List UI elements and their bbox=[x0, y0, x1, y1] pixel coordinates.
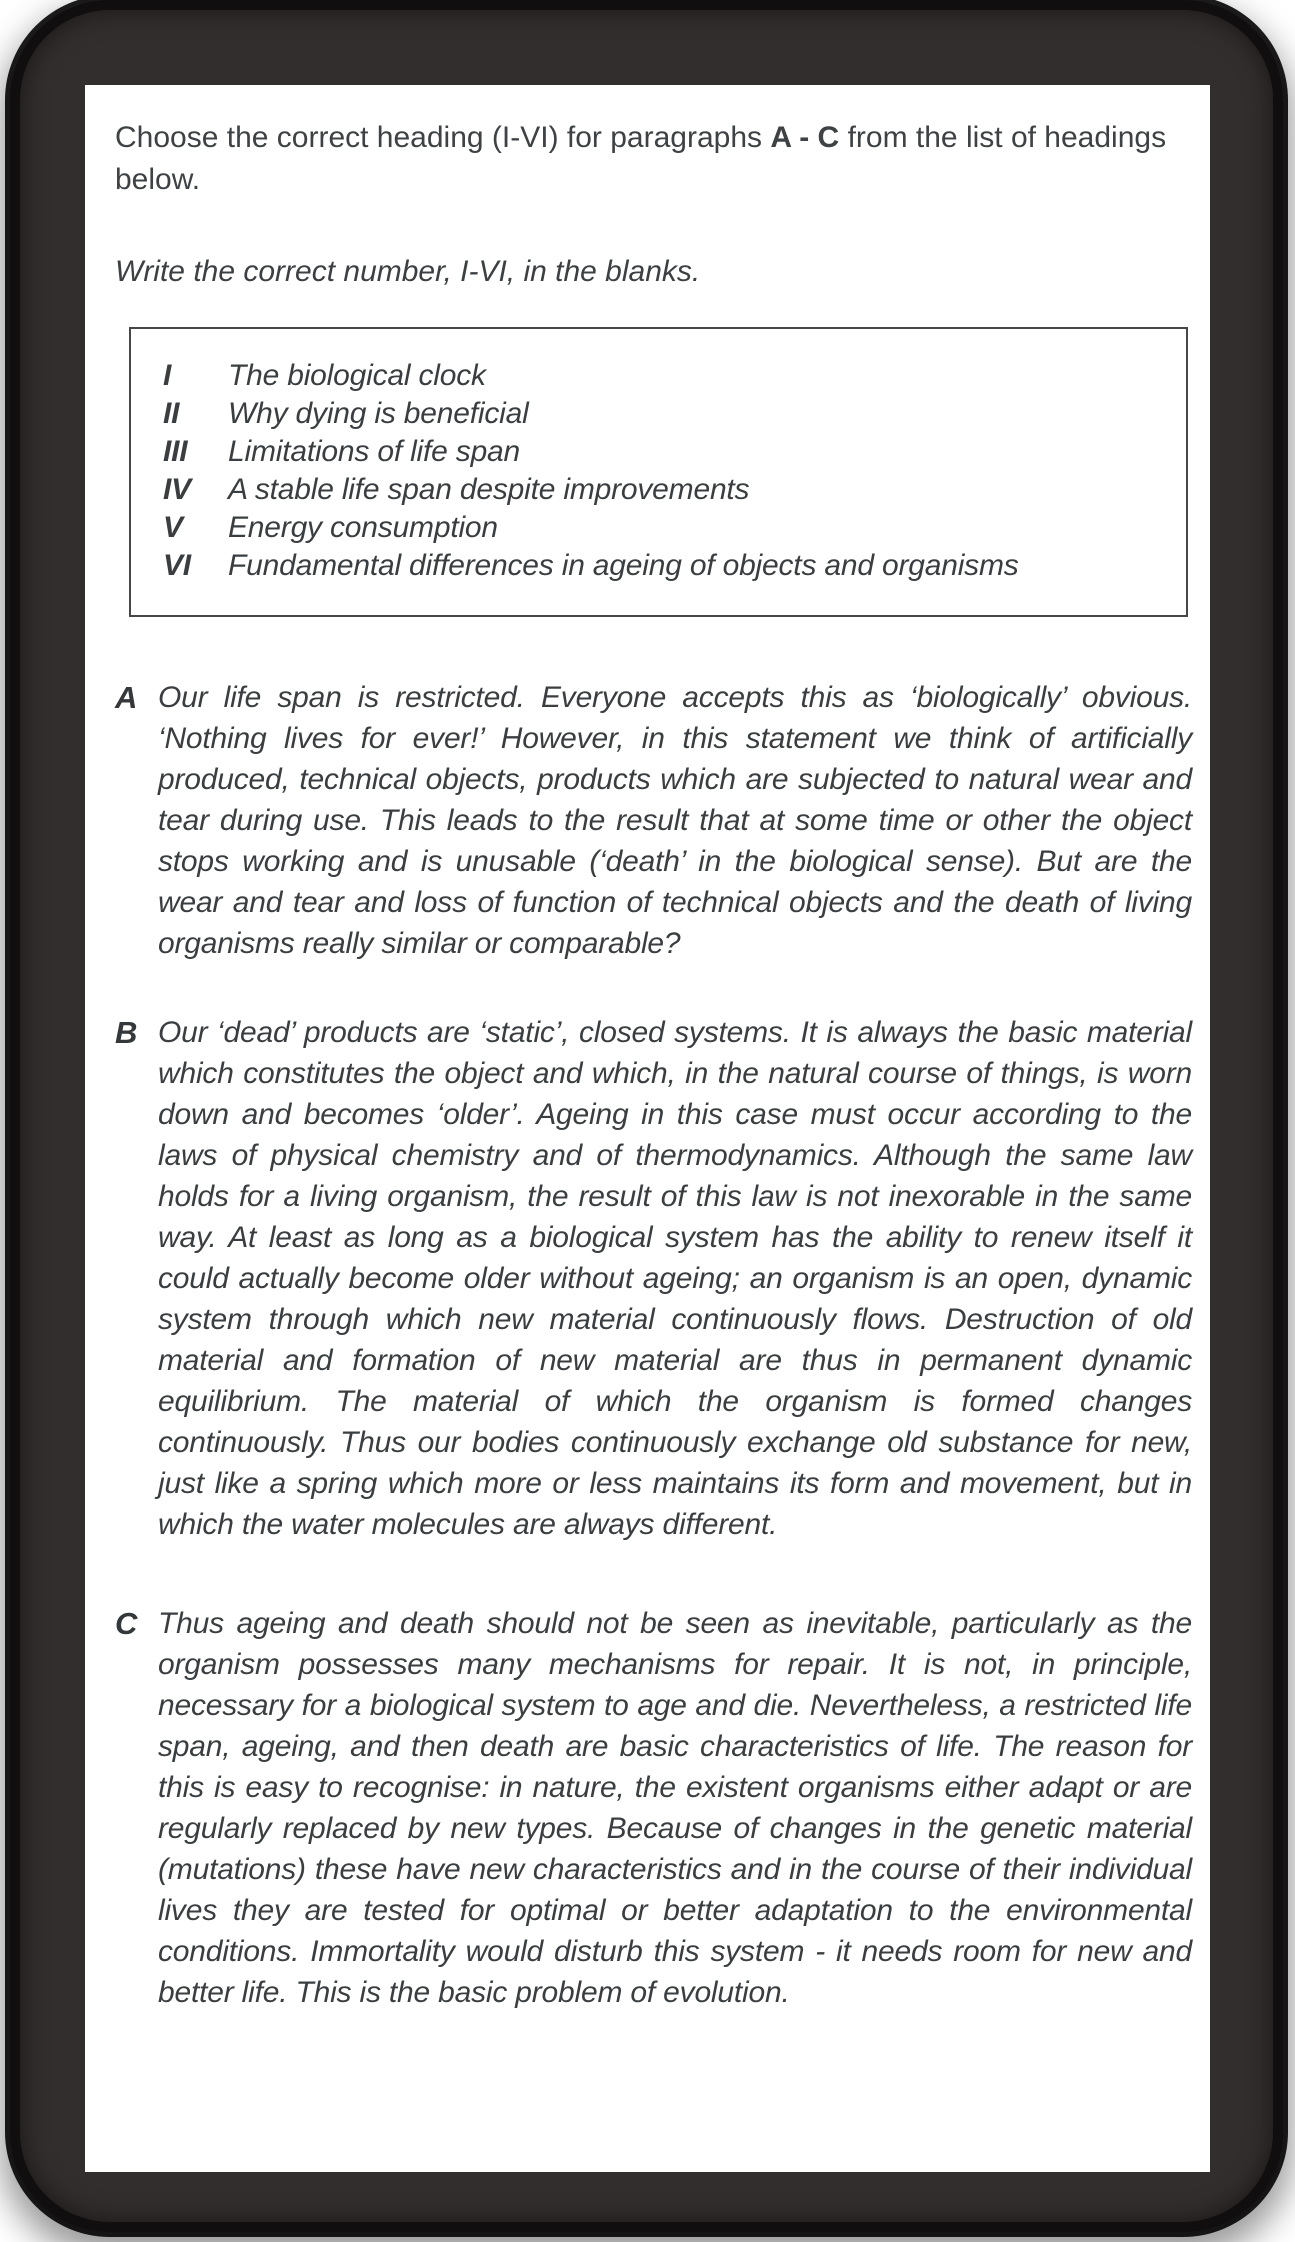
heading-numeral: IV bbox=[163, 473, 191, 506]
passage-paragraph-a bbox=[115, 677, 1192, 964]
worksheet-page bbox=[85, 85, 1210, 2172]
heading-numeral: I bbox=[163, 359, 172, 392]
paragraph-text: Our ‘dead’ products are ‘static’, closed systems. It is always the basic material which constitutes the object and which, in the natural course of things, is worn down and becomes ‘older’. Ageing in this case must occur according to the laws of physical chemistry and of thermodynamics. Although the same law holds for a living organism, the result of this law is not inexorable in the same way. At least as long as a biological system has the ability to renew itself it could actually become older without ageing; an organism is an open, dynamic system through which new material continuously flows. Destruction of old material and formation of new material are thus in permanent dynamic equilibrium. The material of which the organism is formed changes continuously. Thus our bodies continuously exchange old substance for new, just like a spring which more or less maintains its form and movement, but in which the water molecules are always different. bbox=[158, 1016, 1192, 1541]
paragraph-letter: B bbox=[115, 1015, 138, 1050]
heading-numeral: III bbox=[163, 435, 188, 468]
paragraph-range: A - C bbox=[770, 121, 840, 154]
instruction-text-start: Choose the correct heading (I-VI) for paragraphs bbox=[115, 121, 771, 154]
heading-label: Limitations of life span bbox=[228, 435, 521, 468]
heading-option-2 bbox=[163, 395, 1172, 433]
heading-label: A stable life span despite improvements bbox=[228, 473, 750, 506]
heading-numeral: II bbox=[163, 397, 180, 430]
paragraph-letter: A bbox=[115, 680, 138, 715]
heading-option-5 bbox=[163, 509, 1172, 547]
heading-label: Why dying is beneficial bbox=[228, 397, 529, 430]
heading-label: The biological clock bbox=[228, 359, 486, 392]
heading-option-3 bbox=[163, 433, 1172, 471]
task-instruction bbox=[115, 117, 1192, 201]
passage-paragraph-c bbox=[115, 1603, 1192, 2013]
passage-paragraph-b bbox=[115, 1012, 1192, 1545]
paragraph-text: Thus ageing and death should not be seen as inevitable, particularly as the organism possesses many mechanisms for repair. It is not, in principle, necessary for a biological system to age and die. Nevertheless, a restricted life span, ageing, and then death are basic characteristics of life. The reason for this is easy to recognise: in nature, the existent organisms either adapt or are regularly replaced by new types. Because of changes in the genetic material (mutations) these have new characteristics and in the course of their individual lives they are tested for optimal or better adaptation to the environmental conditions. Immortality would disturb this system - it needs room for new and better life. This is the basic problem of evolution. bbox=[158, 1607, 1192, 2009]
heading-option-6 bbox=[163, 547, 1172, 585]
heading-label: Energy consumption bbox=[228, 511, 498, 544]
paragraph-text: Our life span is restricted. Everyone accepts this as ‘biologically’ obvious. ‘Nothing lives for ever!’ However, in this statement we think of artificially produced, technical objects, products which are subjected to natural wear and tear during use. This leads to the result that at some time or other the object stops working and is unusable (‘death’ in the biological sense). But are the wear and tear and loss of function of technical objects and the death of living organisms really similar or comparable? bbox=[158, 681, 1192, 960]
paragraph-letter: C bbox=[115, 1606, 138, 1641]
heading-option-4 bbox=[163, 471, 1172, 509]
heading-option-1 bbox=[163, 357, 1172, 395]
headings-list-box bbox=[129, 327, 1188, 617]
worksheet-content bbox=[85, 85, 1210, 2172]
heading-label: Fundamental differences in ageing of objects and organisms bbox=[228, 549, 1019, 582]
instruction-text-end: from the list of headings below. bbox=[115, 121, 1167, 196]
heading-numeral: V bbox=[163, 511, 183, 544]
heading-numeral: VI bbox=[163, 549, 191, 582]
sub-instruction: Write the correct number, I-VI, in the blanks. bbox=[115, 255, 701, 288]
